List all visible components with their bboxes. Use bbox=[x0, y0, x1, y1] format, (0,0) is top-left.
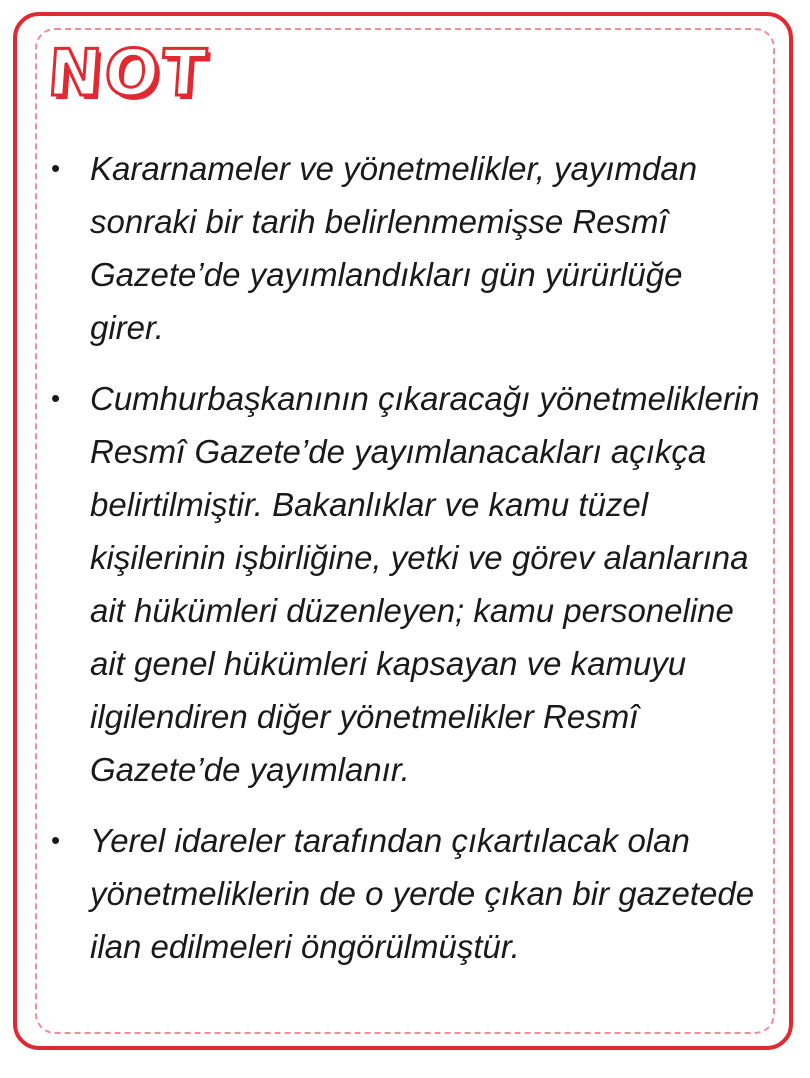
bullet-item-3 bbox=[48, 814, 760, 973]
bullet-item-1 bbox=[48, 142, 760, 354]
bullet-text-2: Cumhurbaşkanının çıkaracağı yönetmeliklerin Resmî Gazete’de yayımlanacakları açıkça belirtilmiştir. Bakanlıklar ve kamu tüzel kişilerinin işbirliğine, yetki ve görev alanlarına ait hükümleri düzenleyen; kamu personeline ait genel hükümleri kapsayan ve kamuyu ilgilendiren diğer yönetmelikler Resmî Gazete’de yayımlanır. bbox=[90, 380, 760, 788]
note-bullet-list bbox=[48, 142, 760, 991]
bullet-item-2 bbox=[48, 372, 760, 796]
bullet-dot-icon: • bbox=[51, 383, 61, 413]
bullet-text-3: Yerel idareler tarafından çıkartılacak olan yönetmeliklerin de o yerde çıkan bir gazetede ilan edilmeleri öngörülmüştür. bbox=[90, 822, 755, 965]
note-title: NOT bbox=[45, 37, 212, 111]
bullet-text-1: Kararnameler ve yönetmelikler, yayımdan sonraki bir tarih belirlenmemişse Resmî Gazete’de yayımlandıkları gün yürürlüğe girer. bbox=[90, 150, 698, 346]
bullet-dot-icon: • bbox=[51, 825, 61, 855]
bullet-dot-icon: • bbox=[51, 153, 61, 183]
